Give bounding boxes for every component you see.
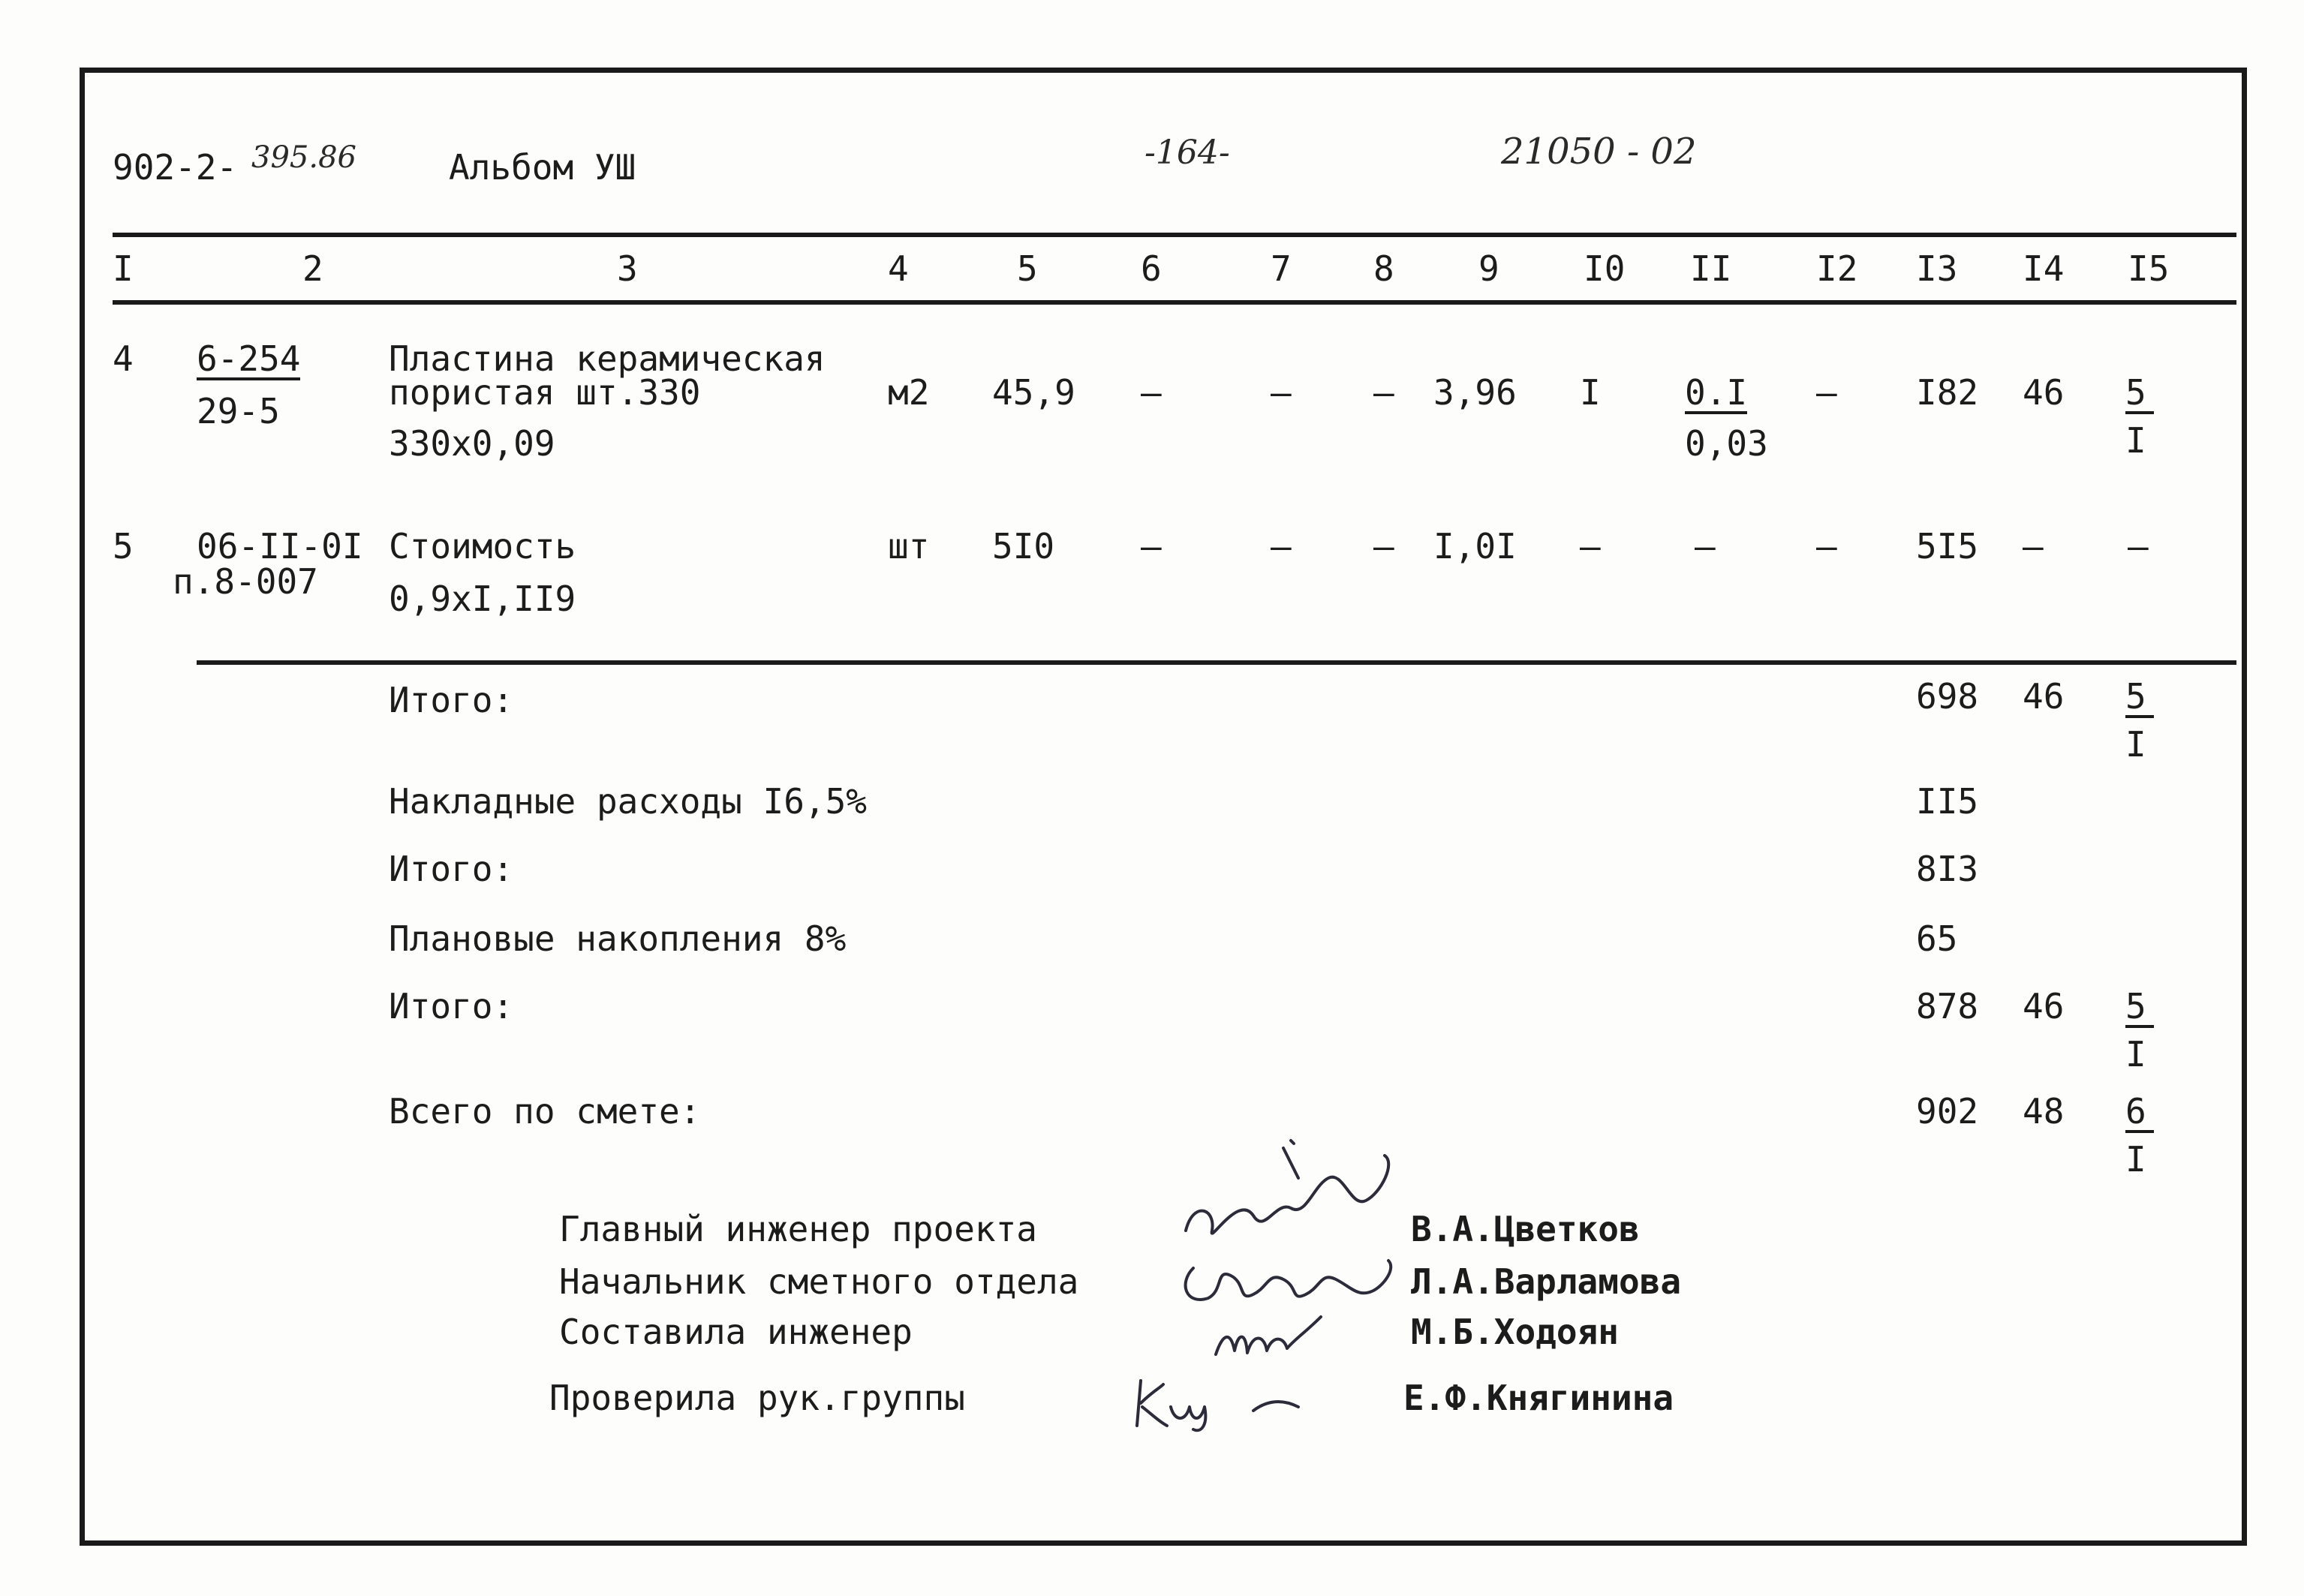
signature-name: Л.А.Варламова: [1411, 1261, 1682, 1302]
cell-15-fraction: [2125, 372, 2154, 461]
cell-8: –: [1373, 372, 1394, 413]
norm-code: 6-254: [197, 338, 301, 379]
cell-11-bottom: 0,03: [1685, 423, 1768, 464]
signature-name: М.Б.Ходоян: [1411, 1312, 1619, 1352]
item-name-line2: 0,9xI,II9: [389, 579, 576, 619]
signature-scribble-group-lead: [1126, 1366, 1321, 1433]
col-header-2: 2: [302, 248, 323, 289]
header-rule-top: [113, 233, 2236, 237]
col-header-15: I5: [2128, 248, 2170, 289]
col-header-1: I: [113, 248, 134, 289]
totals-c15-fraction: [2125, 1091, 2154, 1180]
col-header-13: I3: [1916, 248, 1958, 289]
norm-code: 06-II-0I: [197, 526, 363, 567]
estimate-code: 21050 - 02: [1501, 131, 1697, 173]
col-header-12: I2: [1816, 248, 1858, 289]
cell-7: –: [1271, 526, 1292, 567]
totals-c15-fraction: [2125, 986, 2154, 1075]
totals-label: Накладные расходы I6,5%: [389, 781, 867, 822]
cell-8: –: [1373, 526, 1394, 567]
col-header-9: 9: [1478, 248, 1499, 289]
page-number: -164-: [1144, 134, 1230, 172]
totals-c15-bottom: I: [2125, 1139, 2146, 1180]
doc-number-prefix: 902-2-: [113, 147, 238, 188]
cell-6: –: [1141, 372, 1162, 413]
col-header-7: 7: [1271, 248, 1292, 289]
cell-15-top: 5: [2125, 375, 2154, 414]
cell-15: –: [2128, 526, 2149, 567]
unit: м2: [888, 372, 930, 413]
cell-13: I82: [1916, 372, 1979, 413]
totals-c15-bottom: I: [2125, 724, 2146, 765]
col-header-4: 4: [888, 248, 909, 289]
norm-code-sub: 29-5: [197, 391, 280, 431]
item-name-line1: Пластина керамическая: [389, 338, 826, 379]
item-name-line2: пористая шт.330: [389, 372, 701, 413]
item-name-line3: 330x0,09: [389, 423, 555, 464]
cell-11-top: 0.I: [1685, 372, 1748, 413]
item-name-line1: Стоимость: [389, 526, 576, 567]
cell-12: –: [1816, 526, 1837, 567]
cell-15-bottom: I: [2125, 420, 2146, 461]
norm-code-sub: п.8-007: [173, 561, 318, 602]
cell-13: 5I5: [1916, 526, 1979, 567]
col-header-5: 5: [1017, 248, 1038, 289]
totals-c13: 902: [1916, 1091, 1979, 1132]
signature-role: Начальник сметного отдела: [559, 1261, 1079, 1302]
col-header-8: 8: [1373, 248, 1394, 289]
cell-6: –: [1141, 526, 1162, 567]
header-rule-bottom: [113, 300, 2236, 305]
quantity: 45,9: [992, 372, 1075, 413]
totals-label: Итого:: [389, 849, 514, 889]
cell-14: –: [2023, 526, 2044, 567]
signature-role: Проверила рук.группы: [549, 1378, 965, 1418]
col-header-6: 6: [1141, 248, 1162, 289]
totals-label: Итого:: [389, 680, 514, 720]
col-header-14: I4: [2023, 248, 2065, 289]
cell-9: I,0I: [1433, 526, 1517, 567]
totals-c15-top: 5: [2125, 989, 2154, 1028]
totals-c15-top: 5: [2125, 679, 2154, 718]
totals-label: Плановые накопления 8%: [389, 918, 847, 959]
totals-c15-bottom: I: [2125, 1034, 2146, 1075]
cell-11: –: [1695, 526, 1716, 567]
album-title: Альбом УШ: [449, 147, 636, 188]
unit: шт: [888, 526, 930, 567]
totals-c13: 878: [1916, 986, 1979, 1026]
totals-c13: II5: [1916, 781, 1979, 822]
signature-role: Главный инженер проекта: [559, 1209, 1037, 1249]
signature-role: Составила инженер: [559, 1312, 913, 1352]
totals-c13: 8I3: [1916, 849, 1979, 889]
signature-name: Е.Ф.Княгинина: [1403, 1378, 1674, 1418]
cell-10: –: [1580, 526, 1601, 567]
totals-c14: 48: [2023, 1091, 2065, 1132]
cell-10: I: [1580, 372, 1601, 413]
quantity: 5I0: [992, 526, 1055, 567]
totals-c14: 46: [2023, 986, 2065, 1026]
row-number: 4: [113, 338, 134, 379]
totals-rule: [197, 660, 2236, 665]
totals-label: Всего по смете:: [389, 1091, 701, 1132]
cell-9: 3,96: [1433, 372, 1517, 413]
totals-c14: 46: [2023, 676, 2065, 717]
cell-7: –: [1271, 372, 1292, 413]
totals-c15-top: 6: [2125, 1094, 2154, 1133]
cell-12: –: [1816, 372, 1837, 413]
doc-number-suffix: 395.86: [251, 140, 356, 175]
signature-name: В.А.Цветков: [1411, 1209, 1640, 1249]
totals-label: Итого:: [389, 986, 514, 1026]
totals-c15-fraction: [2125, 676, 2154, 765]
row-number: 5: [113, 526, 134, 567]
col-header-11: II: [1690, 248, 1732, 289]
col-header-10: I0: [1584, 248, 1626, 289]
totals-c13: 65: [1916, 918, 1958, 959]
cell-14: 46: [2023, 372, 2065, 413]
totals-c13: 698: [1916, 676, 1979, 717]
signature-scribble-engineer: [1201, 1302, 1366, 1369]
col-header-3: 3: [617, 248, 638, 289]
